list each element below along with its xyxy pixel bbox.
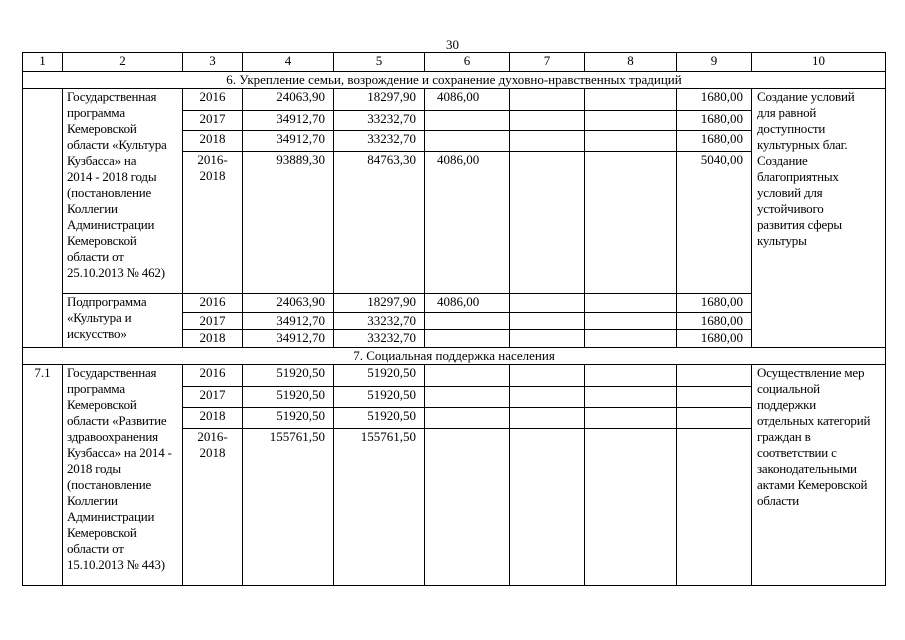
subprogram-name — [63, 294, 183, 348]
table-row — [23, 89, 886, 111]
program-name-line: Кузбасса» на — [67, 153, 137, 168]
col-7-cell — [510, 111, 585, 131]
program-name-line: Администрации — [67, 509, 155, 524]
program-name-line: программа — [67, 381, 125, 396]
other-sources: 1680,00 — [677, 111, 752, 131]
program-name-line: области от — [67, 249, 124, 264]
expected-result-line: благоприятных — [757, 169, 839, 184]
program-name-line: Кемеровской — [67, 525, 137, 540]
other-sources: 1680,00 — [677, 330, 752, 348]
year-cell: 2018 — [183, 330, 243, 348]
column-header-row — [23, 53, 886, 72]
other-sources: 5040,00 — [677, 152, 752, 294]
col-8-cell — [585, 365, 677, 387]
year-cell-line: 2016- — [197, 152, 228, 167]
row-number — [23, 89, 63, 348]
year-cell: 2017 — [183, 111, 243, 131]
col-8-cell — [585, 429, 677, 586]
program-name-line: Государственная — [67, 89, 157, 104]
year-cell: 2017 — [183, 387, 243, 408]
column-header: 7 — [510, 53, 585, 72]
federal-budget — [425, 387, 510, 408]
col-8-cell — [585, 294, 677, 313]
regional-budget: 33232,70 — [334, 313, 425, 330]
total-amount: 24063,90 — [243, 294, 334, 313]
program-name-line: 2014 - 2018 годы — [67, 169, 157, 184]
expected-result-line: развития сферы — [757, 217, 842, 232]
expected-result-line: области — [757, 493, 800, 508]
other-sources — [677, 387, 752, 408]
total-amount: 93889,30 — [243, 152, 334, 294]
total-amount: 34912,70 — [243, 131, 334, 152]
year-cell: 2018 — [183, 408, 243, 429]
column-header: 3 — [183, 53, 243, 72]
subprogram-name-line: искусство» — [67, 326, 127, 341]
program-name-line: программа — [67, 105, 125, 120]
expected-result-line: актами Кемеровской — [757, 477, 868, 492]
program-name-line: здравоохранения — [67, 429, 158, 444]
expected-result-line: поддержки — [757, 397, 817, 412]
col-8-cell — [585, 111, 677, 131]
col-7-cell — [510, 365, 585, 387]
column-header: 4 — [243, 53, 334, 72]
federal-budget — [425, 365, 510, 387]
page-number: 30 — [446, 37, 459, 52]
other-sources: 1680,00 — [677, 313, 752, 330]
other-sources: 1680,00 — [677, 294, 752, 313]
expected-result-line: устойчивого — [757, 201, 824, 216]
subprogram-name-line: Подпрограмма — [67, 294, 147, 309]
expected-result-line: соответствии с — [757, 445, 837, 460]
federal-budget — [425, 408, 510, 429]
year-cell: 2017 — [183, 313, 243, 330]
year-cell-line: 2018 — [199, 168, 226, 183]
row-number: 7.1 — [23, 365, 63, 586]
col-7-cell — [510, 131, 585, 152]
program-name-line: области «Культура — [67, 137, 167, 152]
program-name-line: Кузбасса» на 2014 - — [67, 445, 172, 460]
total-amount: 34912,70 — [243, 111, 334, 131]
other-sources — [677, 408, 752, 429]
expected-result-line: условий для — [757, 185, 823, 200]
column-header: 1 — [23, 53, 63, 72]
expected-result-line: культуры — [757, 233, 807, 248]
column-header: 6 — [425, 53, 510, 72]
column-header: 2 — [63, 53, 183, 72]
col-7-cell — [510, 152, 585, 294]
col-8-cell — [585, 89, 677, 111]
year-cell: 2018 — [183, 131, 243, 152]
col-8-cell — [585, 313, 677, 330]
other-sources — [677, 429, 752, 586]
year-cell — [183, 152, 243, 294]
regional-budget: 155761,50 — [334, 429, 425, 586]
total-amount: 34912,70 — [243, 330, 334, 348]
program-name-line: области от — [67, 541, 124, 556]
regional-budget: 33232,70 — [334, 111, 425, 131]
program-name-line: 2018 годы — [67, 461, 121, 476]
program-name — [63, 365, 183, 586]
col-7-cell — [510, 89, 585, 111]
col-7-cell — [510, 408, 585, 429]
total-amount: 51920,50 — [243, 408, 334, 429]
col-8-cell — [585, 131, 677, 152]
total-amount: 51920,50 — [243, 387, 334, 408]
col-8-cell — [585, 408, 677, 429]
regional-budget: 84763,30 — [334, 152, 425, 294]
regional-budget: 51920,50 — [334, 387, 425, 408]
regional-budget: 18297,90 — [334, 294, 425, 313]
program-name — [63, 89, 183, 294]
expected-result-line: Создание — [757, 153, 808, 168]
other-sources: 1680,00 — [677, 131, 752, 152]
year-cell: 2016 — [183, 89, 243, 111]
program-name-line: Коллегии — [67, 493, 118, 508]
federal-budget — [425, 429, 510, 586]
program-name-line: Государственная — [67, 365, 157, 380]
expected-result-line: доступности — [757, 121, 826, 136]
expected-result-line: отдельных категорий — [757, 413, 871, 428]
column-header: 10 — [752, 53, 886, 72]
program-name-line: 25.10.2013 № 462) — [67, 265, 165, 280]
subprogram-name-line: «Культура и — [67, 310, 132, 325]
program-name-line: Кемеровской — [67, 233, 137, 248]
expected-result-line: культурных благ. — [757, 137, 848, 152]
column-header: 5 — [334, 53, 425, 72]
col-8-cell — [585, 152, 677, 294]
year-cell: 2016 — [183, 365, 243, 387]
year-cell-line: 2016- — [197, 429, 228, 444]
federal-budget — [425, 131, 510, 152]
regional-budget: 51920,50 — [334, 408, 425, 429]
expected-result — [752, 365, 886, 586]
expected-result-line: граждан в — [757, 429, 811, 444]
federal-budget — [425, 111, 510, 131]
federal-budget — [425, 313, 510, 330]
regional-budget: 33232,70 — [334, 330, 425, 348]
col-8-cell — [585, 387, 677, 408]
col-7-cell — [510, 429, 585, 586]
regional-budget: 51920,50 — [334, 365, 425, 387]
section-title-row — [23, 348, 886, 365]
year-cell: 2016 — [183, 294, 243, 313]
program-name-line: Администрации — [67, 217, 155, 232]
expected-result-line: социальной — [757, 381, 820, 396]
federal-budget: 4086,00 — [425, 89, 510, 111]
program-name-line: Коллегии — [67, 201, 118, 216]
regional-budget: 33232,70 — [334, 131, 425, 152]
col-7-cell — [510, 313, 585, 330]
federal-budget — [425, 330, 510, 348]
col-7-cell — [510, 294, 585, 313]
col-8-cell — [585, 330, 677, 348]
section-title: 7. Социальная поддержка населения — [23, 348, 886, 365]
column-header: 9 — [677, 53, 752, 72]
regional-budget: 18297,90 — [334, 89, 425, 111]
federal-budget: 4086,00 — [425, 294, 510, 313]
total-amount: 51920,50 — [243, 365, 334, 387]
year-cell — [183, 429, 243, 586]
other-sources — [677, 365, 752, 387]
expected-result-line: Создание условий — [757, 89, 855, 104]
expected-result-line: законодательными — [757, 461, 857, 476]
program-name-line: Кемеровской — [67, 397, 137, 412]
program-name-line: (постановление — [67, 185, 152, 200]
other-sources: 1680,00 — [677, 89, 752, 111]
program-name-line: (постановление — [67, 477, 152, 492]
section-title: 6. Укрепление семьи, возрождение и сохранение духовно-нравственных традиций — [23, 72, 886, 89]
year-cell-line: 2018 — [199, 445, 226, 460]
program-name-line: Кемеровской — [67, 121, 137, 136]
expected-result-line: Осуществление мер — [757, 365, 865, 380]
budget-table — [22, 52, 886, 586]
col-7-cell — [510, 387, 585, 408]
column-header: 8 — [585, 53, 677, 72]
expected-result — [752, 89, 886, 348]
program-name-line: области «Развитие — [67, 413, 167, 428]
expected-result-line: для равной — [757, 105, 817, 120]
program-name-line: 15.10.2013 № 443) — [67, 557, 165, 572]
section-title-row — [23, 72, 886, 89]
total-amount: 24063,90 — [243, 89, 334, 111]
col-7-cell — [510, 330, 585, 348]
total-amount: 34912,70 — [243, 313, 334, 330]
federal-budget: 4086,00 — [425, 152, 510, 294]
table-row — [23, 365, 886, 387]
total-amount: 155761,50 — [243, 429, 334, 586]
